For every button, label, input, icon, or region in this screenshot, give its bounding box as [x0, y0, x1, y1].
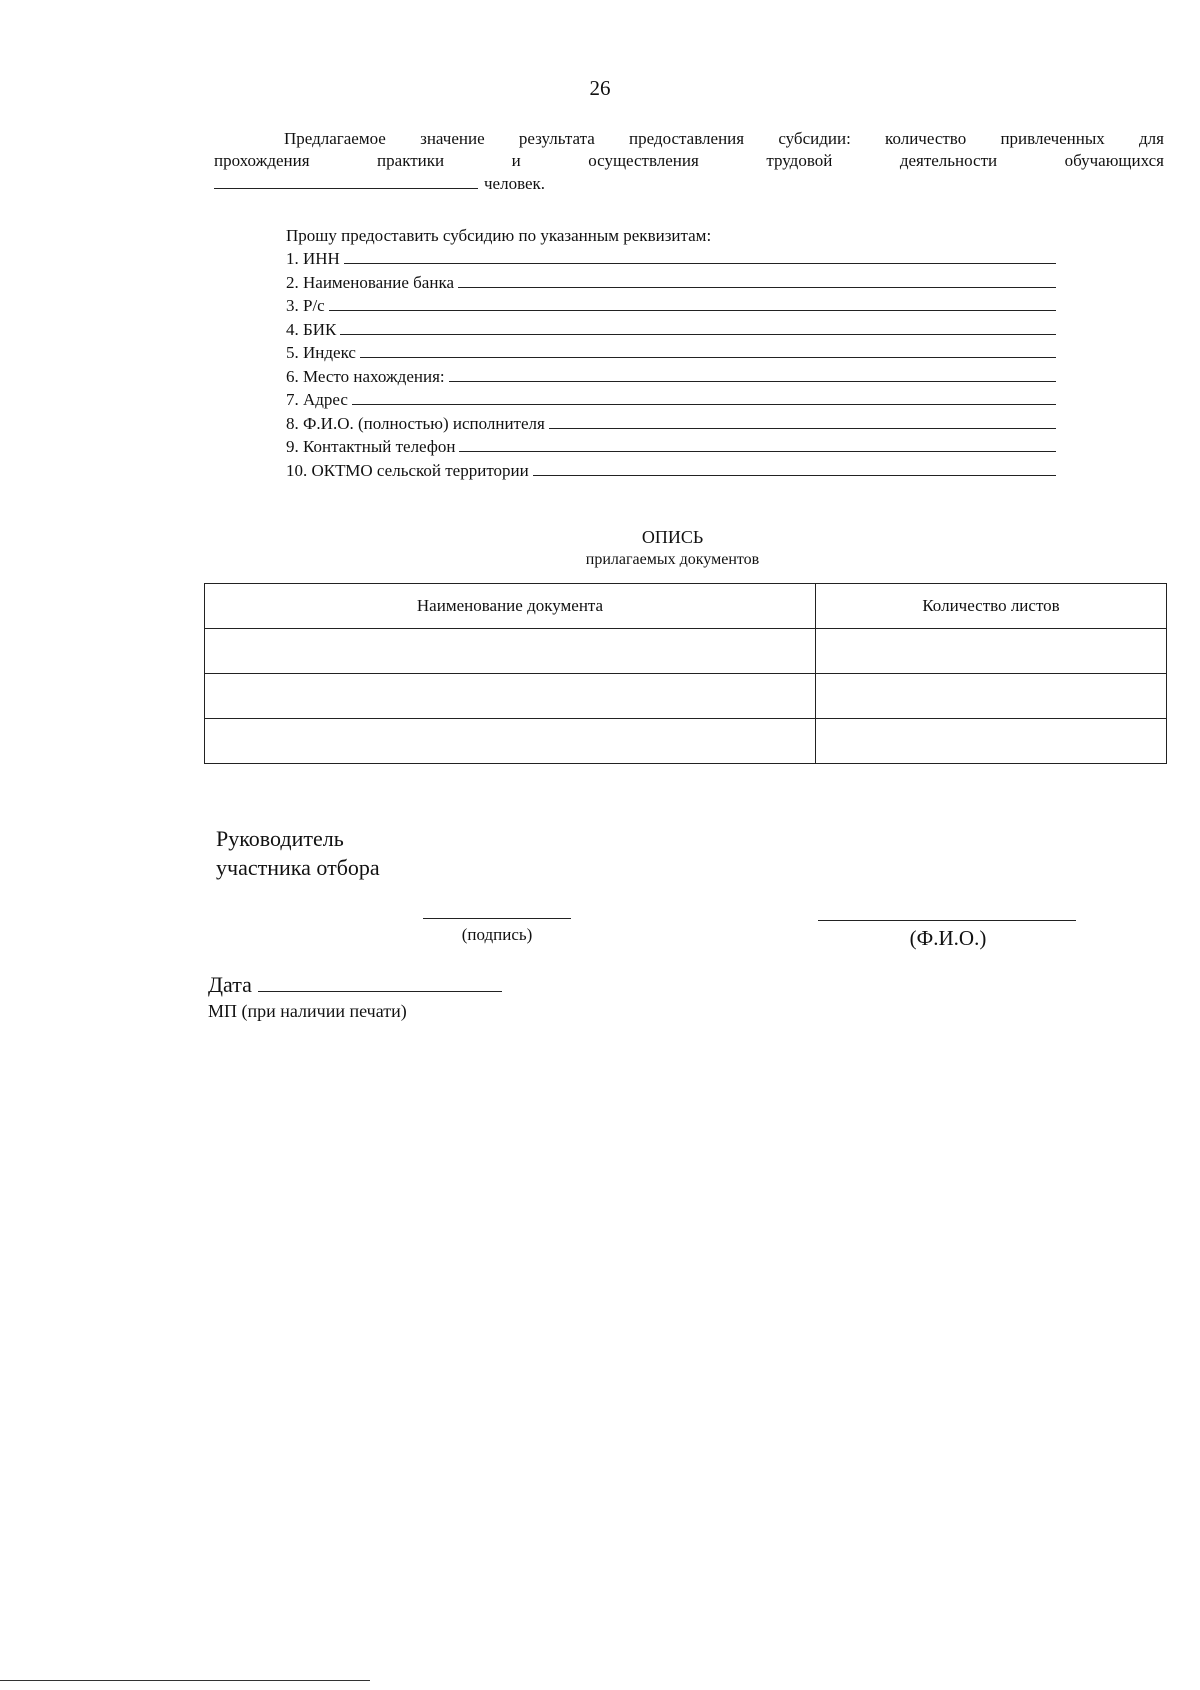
bottom-rule [0, 1680, 370, 1681]
table-cell[interactable] [816, 629, 1167, 674]
requisite-row [286, 366, 1056, 390]
date-field [208, 972, 502, 998]
intro-paragraph [214, 128, 1164, 195]
requisite-label: 3. Р/с [286, 296, 325, 315]
signatory-title-line-1: Руководитель [216, 826, 344, 851]
date-label: Дата [208, 972, 252, 997]
signature-line[interactable] [423, 918, 571, 919]
intro-line-3-suffix: человек. [484, 174, 546, 193]
requisites-list [286, 248, 1056, 483]
table-cell[interactable] [816, 719, 1167, 764]
requisite-label: 6. Место нахождения: [286, 366, 445, 386]
requisite-row [286, 413, 1056, 437]
requisite-row [286, 272, 1056, 296]
full-name-caption: (Ф.И.О.) [909, 926, 987, 950]
inventory-title: ОПИСЬ [641, 527, 704, 547]
requisite-row [286, 460, 1056, 484]
date-blank[interactable] [258, 973, 502, 992]
requisite-label: 7. Адрес [286, 390, 348, 409]
requisite-blank[interactable] [449, 366, 1056, 382]
intro-line-1: Предлагаемое значение результата предоставления субсидии: количество привлеченных для [284, 129, 1164, 148]
requisite-blank[interactable] [329, 295, 1056, 311]
requisite-blank[interactable] [360, 342, 1056, 358]
requisite-label: 10. ОКТМО сельской территории [286, 460, 529, 480]
requisite-label: 5. Индекс [286, 343, 356, 362]
requisite-row [286, 436, 1056, 460]
table-cell[interactable] [205, 674, 816, 719]
page-number: 26 [589, 76, 611, 100]
stamp-label: МП (при наличии печати) [208, 1001, 407, 1021]
table-row [205, 719, 1167, 764]
signatory-title [216, 824, 380, 882]
requisite-blank[interactable] [458, 272, 1056, 288]
intro-line-3 [214, 172, 1164, 195]
requisite-label: 8. Ф.И.О. (полностью) исполнителя [286, 413, 545, 433]
requisite-row [286, 342, 1056, 366]
requisite-row [286, 295, 1056, 319]
requisite-label: 9. Контактный телефон [286, 437, 456, 456]
requisite-row [286, 248, 1056, 272]
requisite-blank[interactable] [344, 248, 1056, 264]
requisite-blank[interactable] [549, 413, 1056, 429]
signatory-title-line-2: участника отбора [216, 855, 380, 880]
requisite-blank[interactable] [352, 389, 1056, 405]
requisites-title: Прошу предоставить субсидию по указанным реквизитам: [286, 226, 712, 245]
table-cell[interactable] [816, 674, 1167, 719]
table-cell[interactable] [205, 629, 816, 674]
requisite-blank[interactable] [533, 460, 1056, 476]
inventory-table [204, 583, 1167, 764]
table-cell[interactable] [205, 719, 816, 764]
table-header-row [205, 584, 1167, 629]
students-count-blank[interactable] [214, 172, 478, 189]
column-header-sheet-count: Количество листов [816, 584, 1167, 629]
table-row [205, 674, 1167, 719]
requisite-blank[interactable] [459, 436, 1056, 452]
column-header-document-name: Наименование документа [205, 584, 816, 629]
requisite-row [286, 389, 1056, 413]
requisite-blank[interactable] [340, 319, 1056, 335]
requisite-label: 2. Наименование банка [286, 272, 454, 292]
requisite-label: 1. ИНН [286, 249, 340, 268]
full-name-line[interactable] [818, 920, 1076, 921]
requisite-label: 4. БИК [286, 319, 337, 339]
signature-caption: (подпись) [461, 925, 533, 944]
requisite-row [286, 319, 1056, 343]
intro-line-2: прохождения практики и осуществления трудовой деятельности обучающихся [214, 151, 1164, 170]
inventory-subtitle: прилагаемых документов [585, 551, 760, 568]
table-row [205, 629, 1167, 674]
